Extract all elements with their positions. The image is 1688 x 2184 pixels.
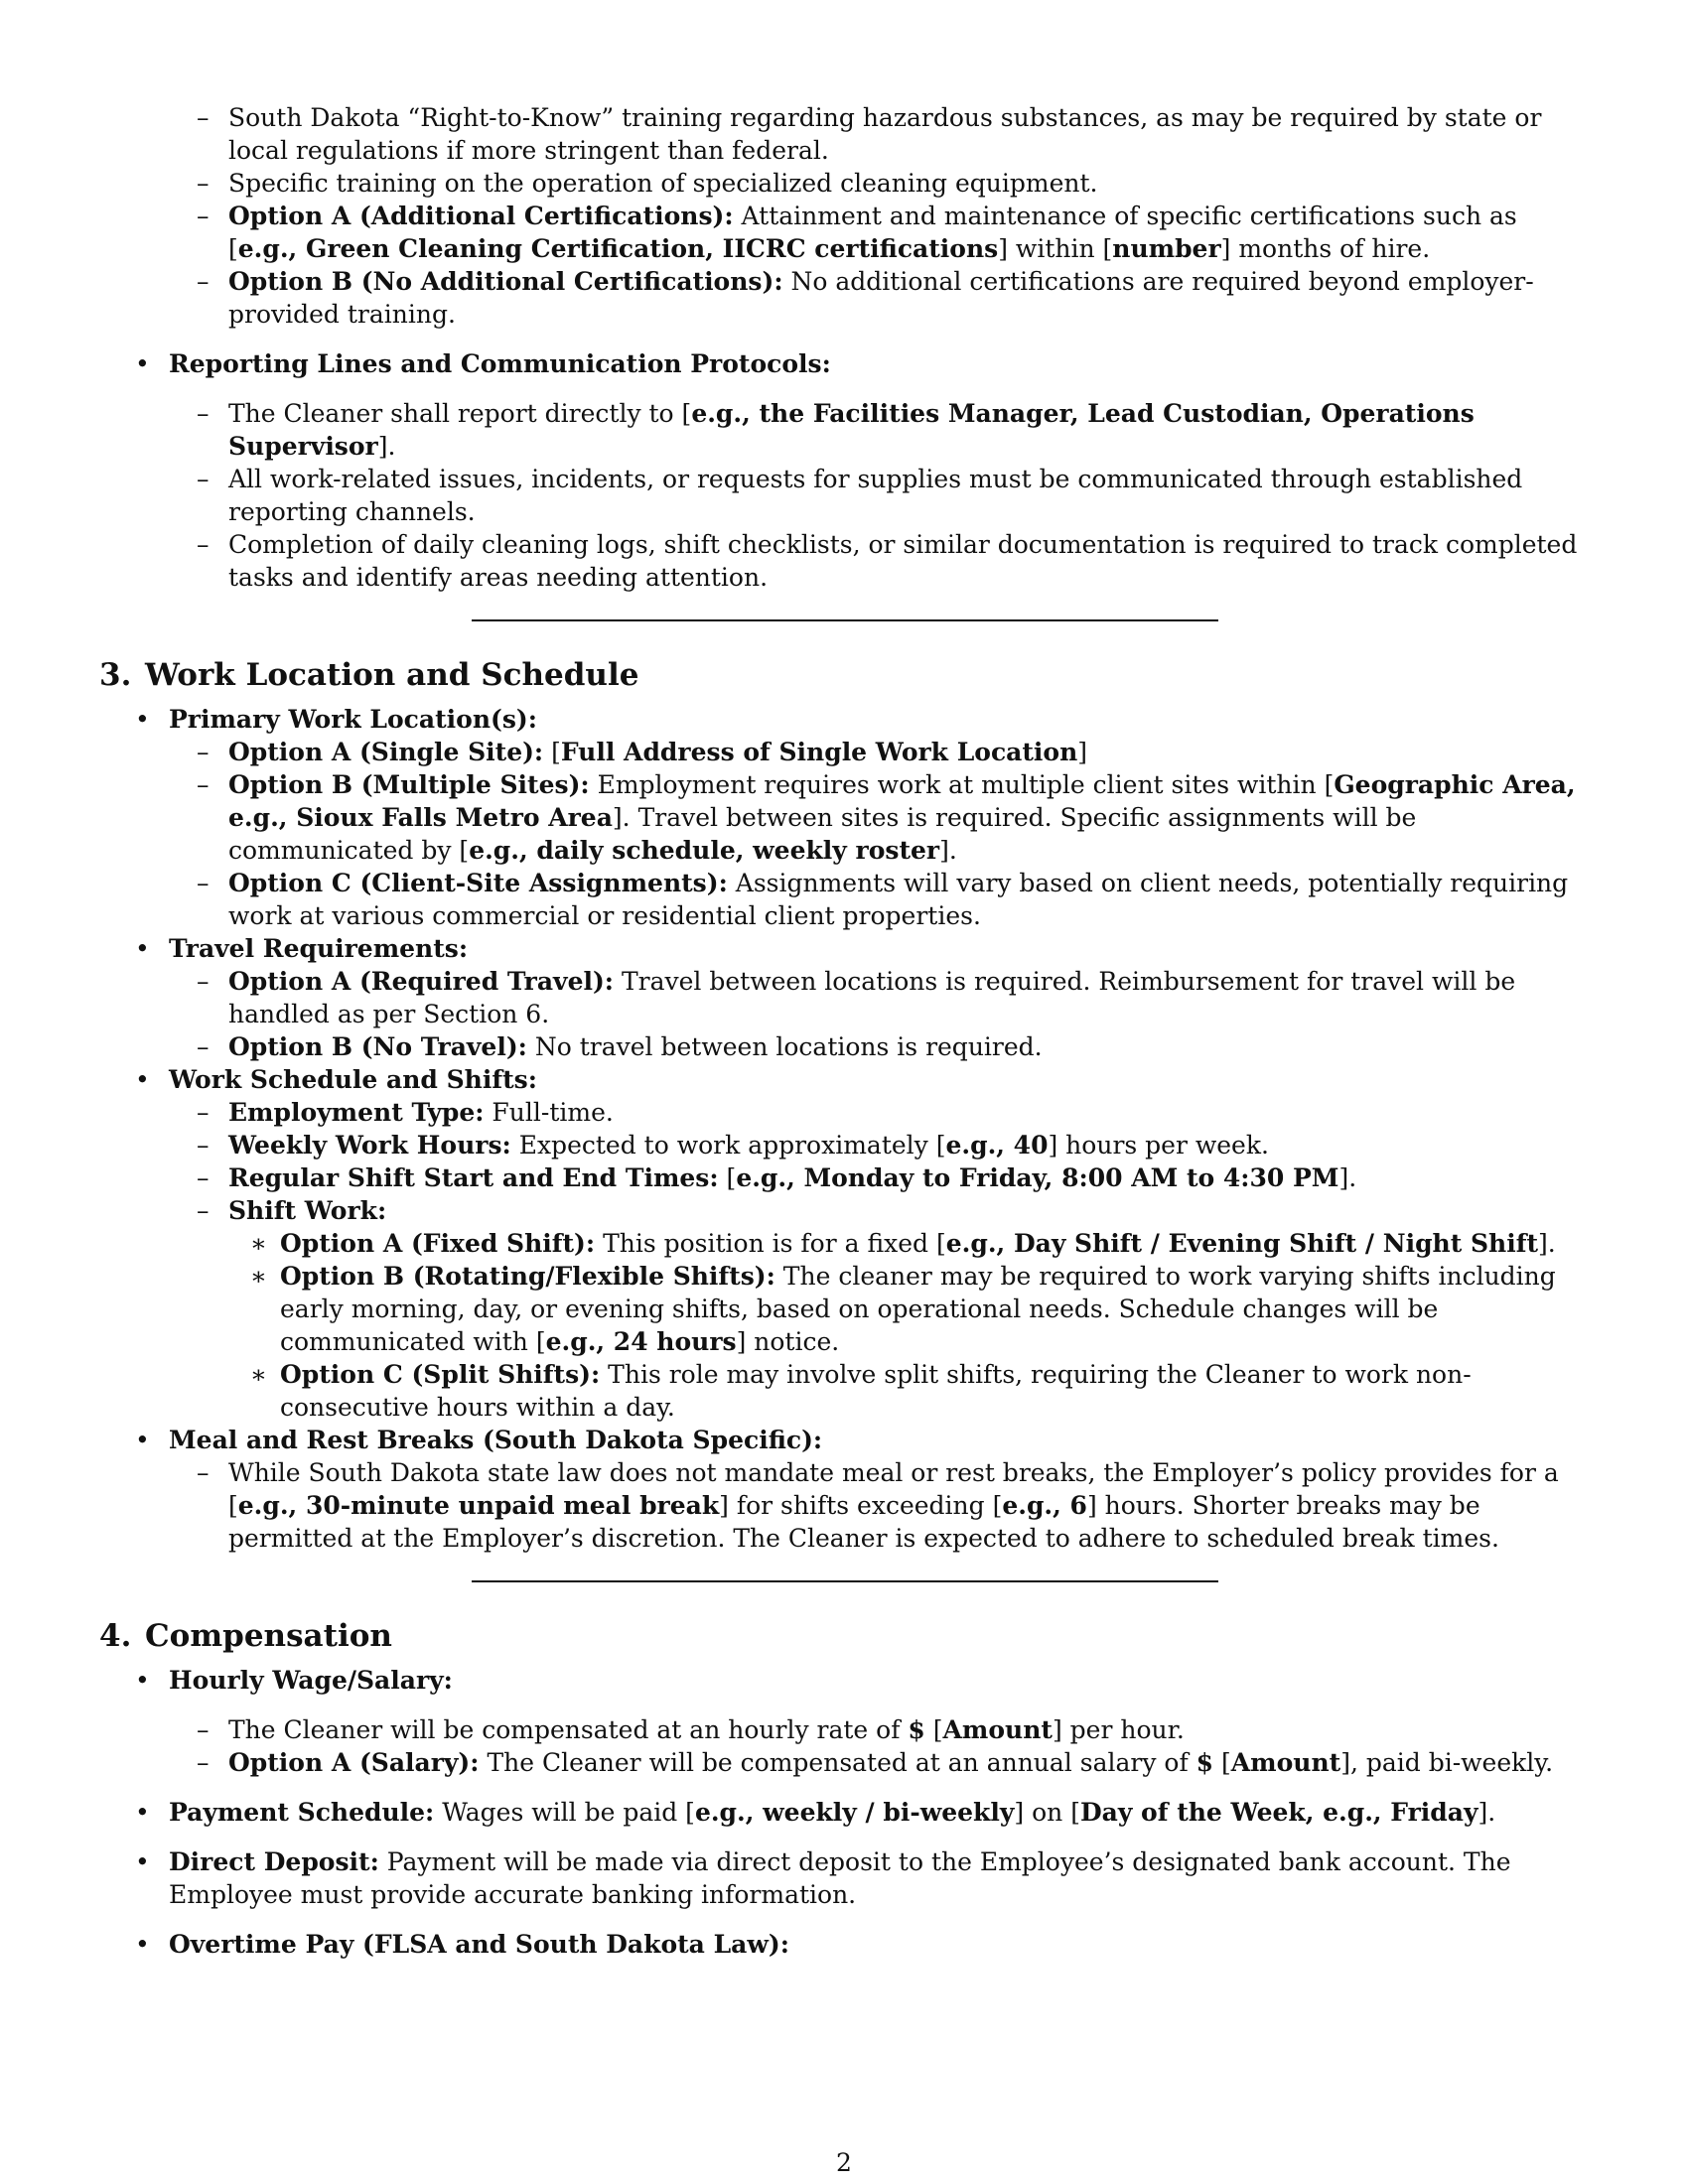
dash-marker: – bbox=[197, 738, 210, 766]
list-item: – Specific training on the operation of specialized cleaning equipment. bbox=[197, 169, 1098, 198]
list-item: – Regular Shift Start and End Times: [e.g., Monday to Friday, 8:00 AM to 4:30 PM]. bbox=[197, 1163, 1357, 1192]
list-item: – Option A (Additional Certifications): Attainment and maintenance of specific certifications such as [e.g., Green Cleaning Certification, IICRC certifications] within [number] months of hire. bbox=[197, 202, 1517, 263]
list-item: – South Dakota “Right-to-Know” training regarding hazardous substances, as may be required by state or local regulations if more stringent than federal. bbox=[197, 103, 1542, 165]
bullet-marker: • bbox=[135, 349, 150, 378]
dash-marker: – bbox=[197, 1032, 210, 1061]
dash-marker: – bbox=[197, 1098, 210, 1127]
dash-marker: – bbox=[197, 869, 210, 897]
list-item: – Weekly Work Hours: Expected to work approximately [e.g., 40] hours per week. bbox=[197, 1131, 1269, 1160]
list-item: – Option A (Salary): The Cleaner will be compensated at an annual salary of $ [Amount], paid bi-weekly. bbox=[197, 1748, 1554, 1777]
asterisk-marker: ∗ bbox=[250, 1360, 267, 1389]
bullet-item-payment-schedule: • Payment Schedule: Wages will be paid [e.g., weekly / bi-weekly] on [Day of the Week, e.g., Friday]. bbox=[135, 1798, 1496, 1827]
list-item: – The Cleaner shall report directly to [e.g., the Facilities Manager, Lead Custodian, Operations Supervisor]. bbox=[197, 399, 1475, 461]
dash-marker: – bbox=[197, 267, 210, 296]
bullet-marker: • bbox=[135, 705, 150, 734]
bullet-marker: • bbox=[135, 1426, 150, 1454]
bullet-marker: • bbox=[135, 1847, 150, 1876]
bullet-marker: • bbox=[135, 934, 150, 963]
list-item: – Option A (Required Travel): Travel between locations is required. Reimbursement for travel will be handled as per Section 6. bbox=[197, 967, 1516, 1028]
section-heading-3: 3. Work Location and Schedule bbox=[99, 657, 639, 693]
dash-marker: – bbox=[197, 1163, 210, 1192]
asterisk-marker: ∗ bbox=[250, 1229, 267, 1258]
list-item: – Option B (No Additional Certifications): No additional certifications are required beyond employer-provided training. bbox=[197, 267, 1534, 329]
bullet-marker: • bbox=[135, 1666, 150, 1695]
bullet-item-primary-location: • Primary Work Location(s): bbox=[135, 705, 537, 734]
dash-marker: – bbox=[197, 1131, 210, 1160]
list-item: – Employment Type: Full-time. bbox=[197, 1098, 614, 1127]
dash-marker: – bbox=[197, 1196, 210, 1225]
list-item: – All work-related issues, incidents, or requests for supplies must be communicated through established reporting channels. bbox=[197, 465, 1523, 526]
dash-marker: – bbox=[197, 530, 210, 559]
dash-marker: – bbox=[197, 1748, 210, 1777]
bullet-item-schedule: • Work Schedule and Shifts: bbox=[135, 1065, 537, 1094]
list-item: – The Cleaner will be compensated at an hourly rate of $ [Amount] per hour. bbox=[197, 1715, 1185, 1744]
dash-marker: – bbox=[197, 103, 210, 132]
dash-marker: – bbox=[197, 967, 210, 996]
bullet-item-reporting: • Reporting Lines and Communication Protocols: bbox=[135, 349, 831, 378]
list-item: – Completion of daily cleaning logs, shift checklists, or similar documentation is required to track completed tasks and identify areas needing attention. bbox=[197, 530, 1578, 592]
dash-marker: – bbox=[197, 202, 210, 230]
list-item: – While South Dakota state law does not mandate meal or rest breaks, the Employer’s policy provides for a [e.g., 30-minute unpaid meal break] for shifts exceeding [e.g., 6] hours. Shorter breaks may be permitted at the Employer’s discretion. The Cleaner is expected to adhere to scheduled break times. bbox=[197, 1458, 1559, 1553]
sub-list-item: ∗ Option A (Fixed Shift): This position is for a fixed [e.g., Day Shift / Evening Shift / Night Shift]. bbox=[250, 1229, 1556, 1258]
page-number: 2 bbox=[836, 2148, 852, 2177]
bullet-marker: • bbox=[135, 1930, 150, 1959]
dash-marker: – bbox=[197, 1458, 210, 1487]
dash-marker: – bbox=[197, 465, 210, 493]
dash-marker: – bbox=[197, 399, 210, 428]
section-heading-4: 4. Compensation bbox=[99, 1618, 392, 1654]
bullet-item-travel: • Travel Requirements: bbox=[135, 934, 469, 963]
bullet-marker: • bbox=[135, 1798, 150, 1827]
bullet-item-wage: • Hourly Wage/Salary: bbox=[135, 1666, 453, 1695]
sub-list-item: ∗ Option B (Rotating/Flexible Shifts): The cleaner may be required to work varying shifts including early morning, day, or evening shifts, based on operational needs. Schedule changes will be communicated with [e.g., 24 hours] notice. bbox=[250, 1262, 1556, 1356]
list-item: – Option C (Client-Site Assignments): Assignments will vary based on client needs, potentially requiring work at various commercial or residential client properties. bbox=[197, 869, 1569, 930]
list-item: – Shift Work: bbox=[197, 1196, 387, 1225]
list-item: – Option A (Single Site): [Full Address of Single Work Location] bbox=[197, 738, 1088, 766]
sub-list-item: ∗ Option C (Split Shifts): This role may involve split shifts, requiring the Cleaner to work non-consecutive hours within a day. bbox=[250, 1360, 1472, 1422]
list-item: – Option B (No Travel): No travel between locations is required. bbox=[197, 1032, 1043, 1061]
document-page bbox=[99, 101, 1589, 1961]
list-item: – Option B (Multiple Sites): Employment requires work at multiple client sites within [Geographic Area, e.g., Sioux Falls Metro Area]. Travel between sites is required. Specific assignments will be communicated by [e.g., daily schedule, weekly roster]. bbox=[197, 770, 1576, 865]
dash-marker: – bbox=[197, 770, 210, 799]
asterisk-marker: ∗ bbox=[250, 1262, 267, 1291]
bullet-item-direct-deposit: • Direct Deposit: Payment will be made via direct deposit to the Employee’s designated bank account. The Employee must provide accurate banking information. bbox=[135, 1847, 1511, 1909]
bullet-marker: • bbox=[135, 1065, 150, 1094]
dash-marker: – bbox=[197, 1715, 210, 1744]
bullet-item-meal-breaks: • Meal and Rest Breaks (South Dakota Specific): bbox=[135, 1426, 823, 1454]
bullet-item-overtime: • Overtime Pay (FLSA and South Dakota Law): bbox=[135, 1930, 789, 1959]
dash-marker: – bbox=[197, 169, 210, 198]
